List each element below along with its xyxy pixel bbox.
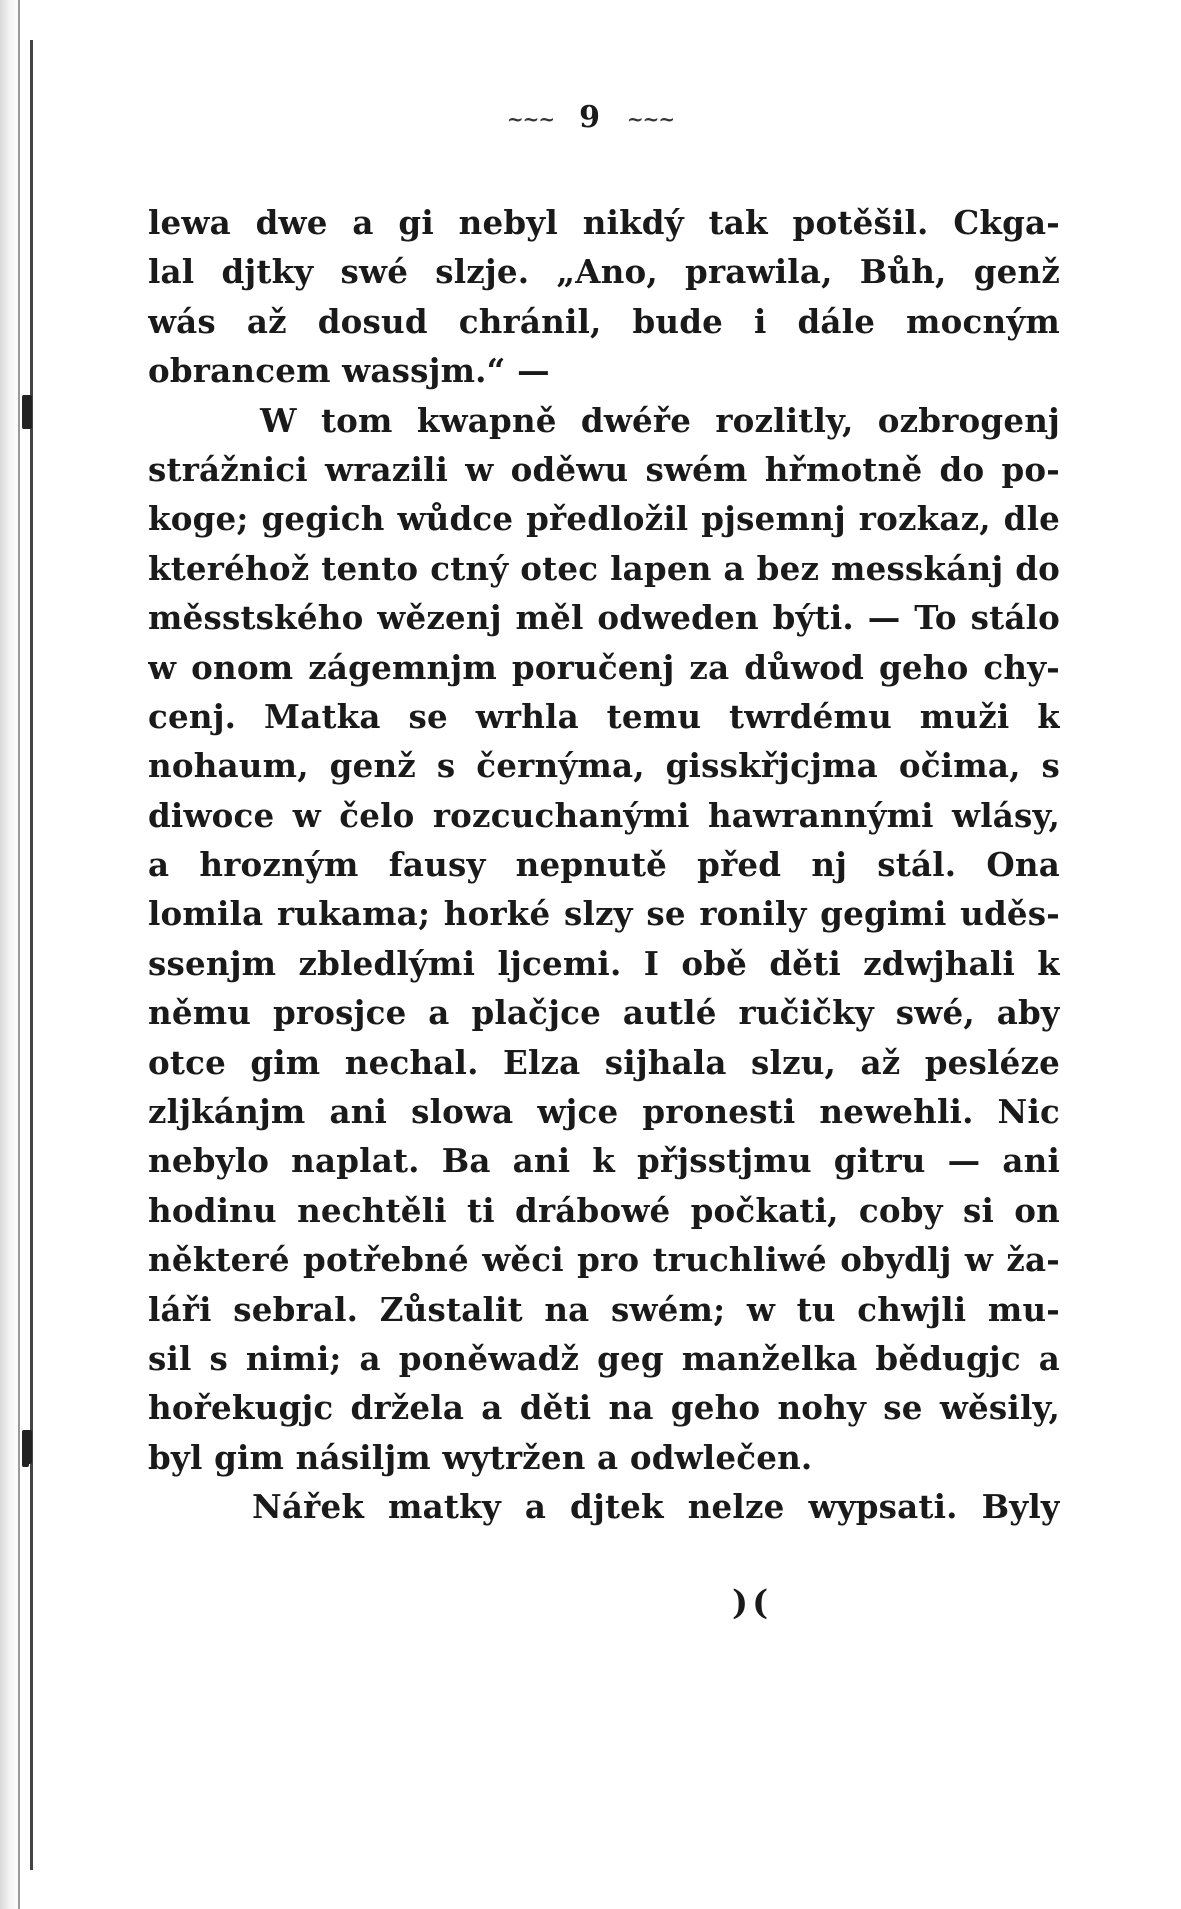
binding-line <box>30 40 33 1870</box>
text-line: měsstského wězenj měl odweden býti. — To stálo <box>148 598 1060 638</box>
text-line: wás až dosud chránil, bude i dále mocným <box>148 301 1060 341</box>
text-line: láři sebral. Zůstalit na swém; w tu chwjli mu- <box>148 1289 1060 1329</box>
body-text <box>148 198 1060 1532</box>
text-line: obrancem wassjm.“ — <box>148 351 550 391</box>
page-number: 9 <box>579 100 602 135</box>
text-line: lewa dwe a gi nebyl nikdý tak potěšil. Ckga- <box>148 203 1060 242</box>
signature-mark: )( <box>732 1583 773 1623</box>
text-line: lomila rukama; horké slzy se ronily gegimi uděs- <box>148 894 1060 934</box>
text-line: koge; gegich wůdce předložil pjsemnj rozkaz, dle <box>148 499 1060 539</box>
text-line: němu prosjce a plačjce autlé ručičky swé, aby <box>148 993 1060 1033</box>
text-line: zljkánjm ani slowa wjce pronesti newehli. Nic <box>148 1092 1060 1132</box>
text-line: ssenjm zbledlými ljcemi. I obě děti zdwjhali k <box>148 943 1060 983</box>
text-line: hodinu nechtěli ti drábowé počkati, coby si on <box>148 1190 1060 1230</box>
text-line: nohaum, genž s černýma, gisskřjcjma očima, s <box>148 746 1060 786</box>
text-line: W tom kwapně dwéře rozlitly, ozbrogenj <box>260 400 1060 440</box>
text-line: byl gim násiljm wytržen a odwlečen. <box>148 1437 813 1477</box>
text-line: některé potřebné wěci pro truchliwé obydlj w ža- <box>148 1240 1060 1280</box>
text-line: diwoce w čelo rozcuchanými hawrannými wlásy, <box>148 795 1060 835</box>
text-line: w onom zágemnjm poručenj za důwod geho chy- <box>148 647 1060 687</box>
edge-mark <box>22 395 32 429</box>
page-number-header <box>0 100 1181 135</box>
text-line: otce gim nechal. Elza sijhala slzu, až pesléze <box>148 1042 1060 1082</box>
text-line: kteréhož tento ctný otec lapen a bez messkánj do <box>148 548 1060 588</box>
edge-mark <box>22 1455 29 1467</box>
ornament-left-icon: ~~~ <box>506 107 555 131</box>
page-binding-shadow <box>0 0 52 1909</box>
text-line: cenj. Matka se wrhla temu twrdému muži k <box>148 696 1060 736</box>
text-line: a hrozným fausy nepnutě před nj stál. Ona <box>148 845 1060 885</box>
text-line: strážnici wrazili w oděwu swém hřmotně do po- <box>148 449 1060 489</box>
text-line: sil s nimi; a poněwadž geg manželka bědugjc a <box>148 1338 1060 1378</box>
text-line: Nářek matky a djtek nelze wypsati. Byly <box>252 1487 1060 1527</box>
text-line: lal djtky swé slzje. „Ano, prawila, Bůh, genž <box>148 252 1060 292</box>
text-line: hořekugjc držela a děti na geho nohy se wěsily, <box>148 1388 1060 1428</box>
page-edge-line <box>18 0 20 1909</box>
ornament-right-icon: ~~~ <box>626 107 675 131</box>
text-line: nebylo naplat. Ba ani k přjsstjmu gitru — ani <box>148 1141 1060 1181</box>
